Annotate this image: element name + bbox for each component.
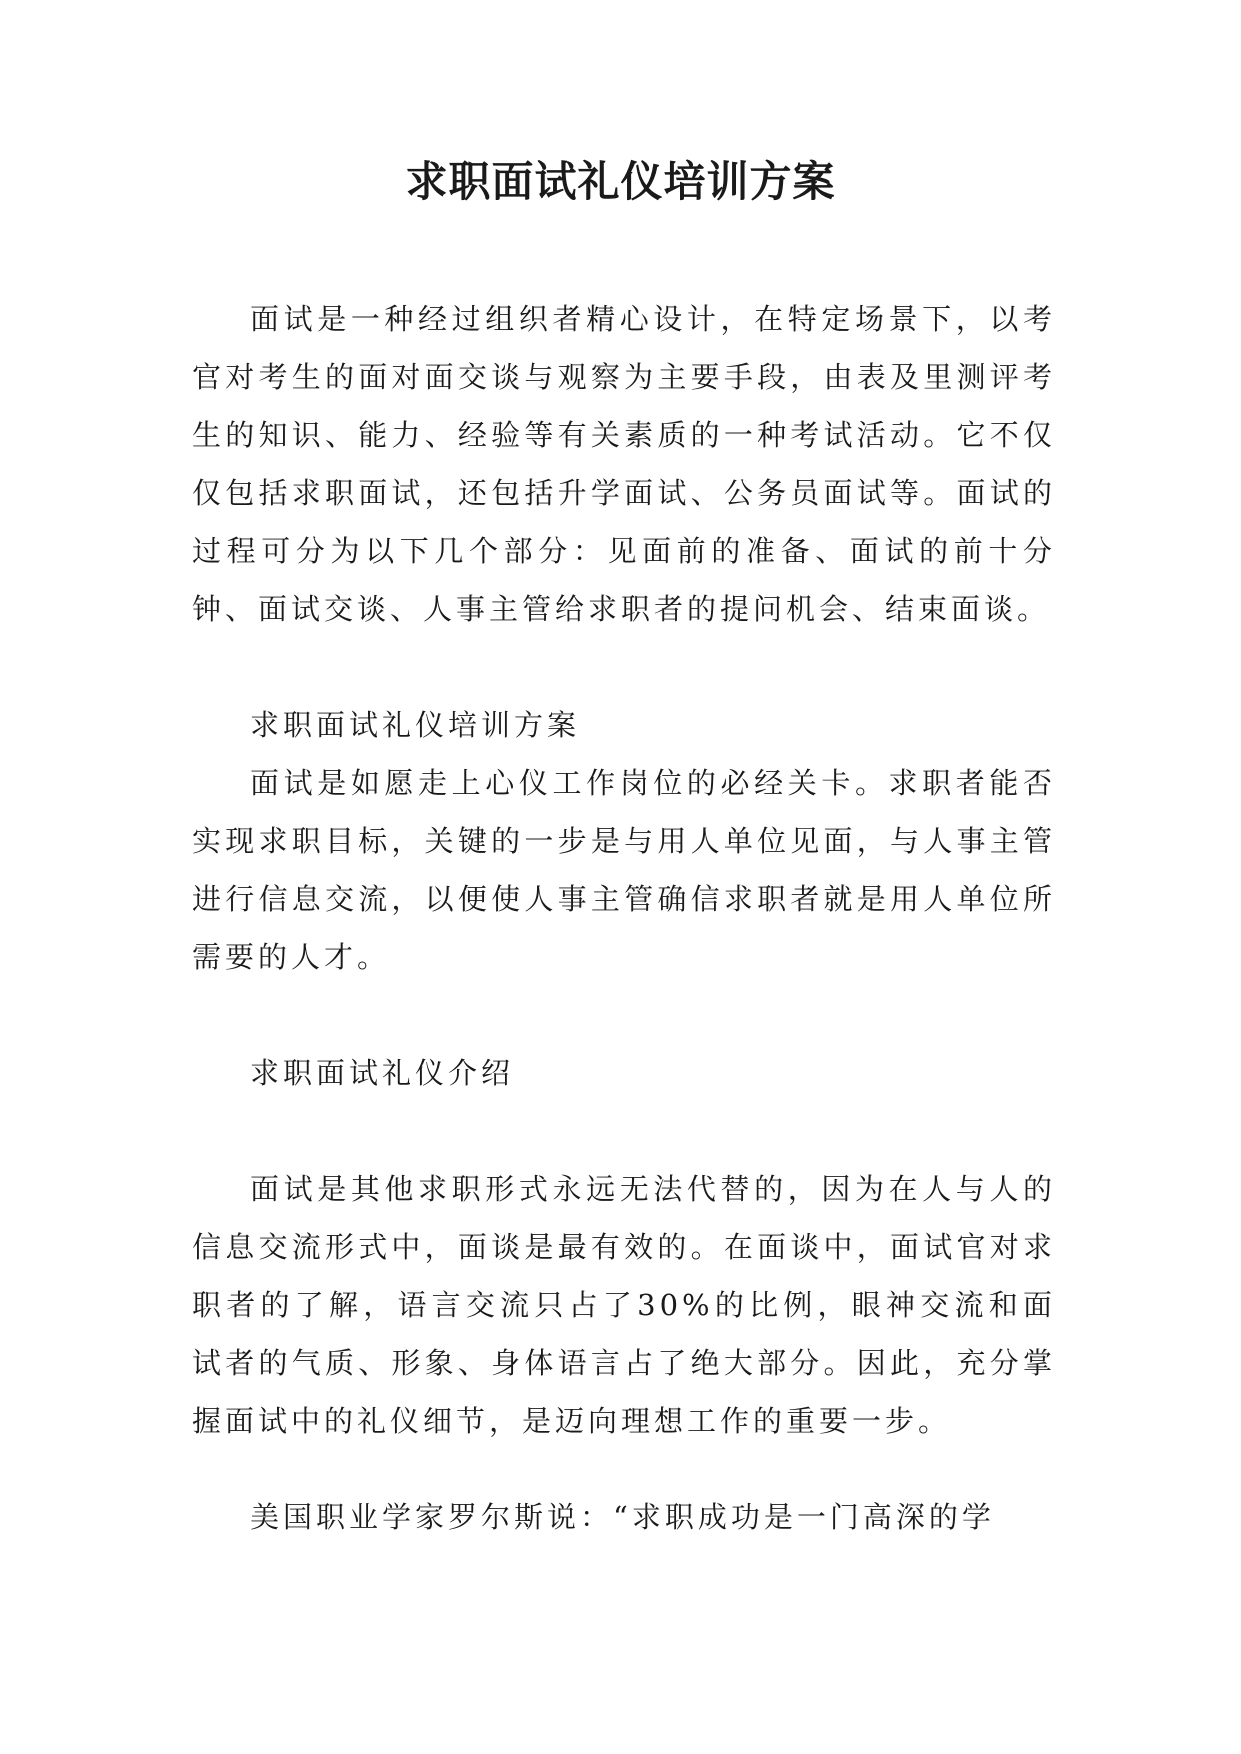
document-title: 求职面试礼仪培训方案: [405, 157, 836, 206]
section-heading-training-plan: 求职面试礼仪培训方案: [250, 708, 581, 742]
section-heading-etiquette-intro: 求职面试礼仪介绍: [250, 1056, 515, 1090]
paragraph-intro: 面试是一种经过组织者精心设计，在特定场景下，以考官对考生的面对面交谈与观察为主要手段，由表及里测评考生的知识、能力、经验等有关素质的一种考试活动。它不仅仅包括求职面试，还包括升学面试、公务员面试等。面试的过程可分为以下几个部分：见面前的准备、面试的前十分钟、面试交谈、人事主管给求职者的提问机会、结束面谈。: [192, 302, 1056, 626]
paragraph-quote: 美国职业学家罗尔斯说：“求职成功是一门高深的学: [250, 1500, 995, 1534]
paragraph-face-to-face: 面试是其他求职形式永远无法代替的，因为在人与人的信息交流形式中，面谈是最有效的。在面谈中，面试官对求职者的了解，语言交流只占了30%的比例，眼神交流和面试者的气质、形象、身体语言占了绝大部分。因此，充分掌握面试中的礼仪细节，是迈向理想工作的重要一步。: [192, 1172, 1056, 1438]
paragraph-interview-gateway: 面试是如愿走上心仪工作岗位的必经关卡。求职者能否实现求职目标，关键的一步是与用人单位见面，与人事主管进行信息交流，以便使人事主管确信求职者就是用人单位所需要的人才。: [192, 766, 1056, 974]
